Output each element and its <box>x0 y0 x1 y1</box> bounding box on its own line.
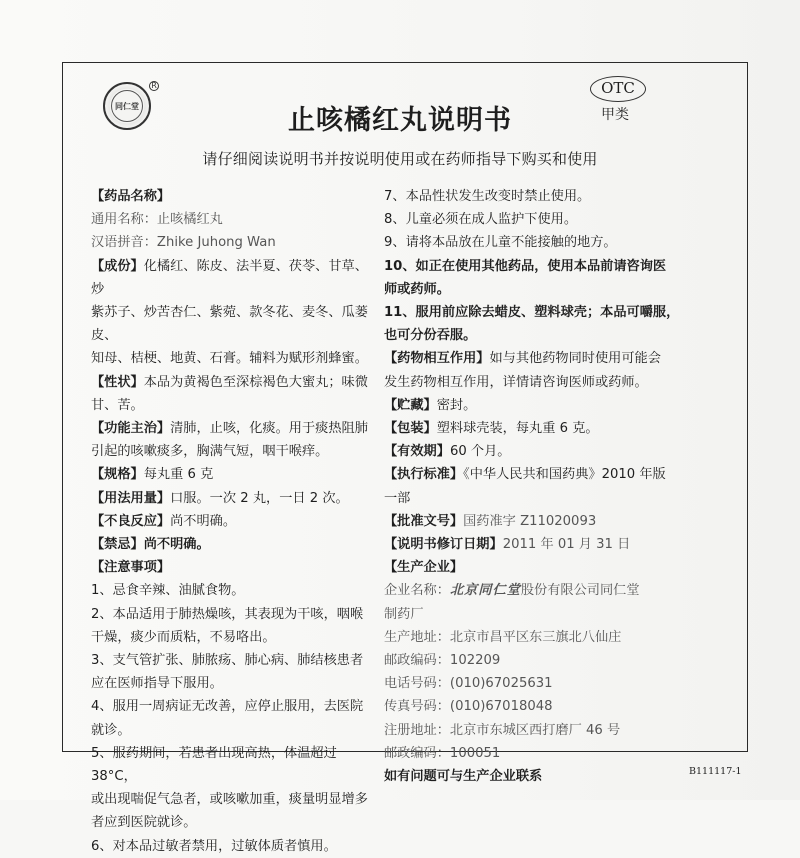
page-title: 止咳橘红丸说明书 <box>288 105 512 136</box>
production-address: 生产地址：北京市昌平区东三旗北八仙庄 <box>384 629 622 645</box>
company-signature: 北京同仁堂 <box>449 583 521 599</box>
function-heading: 【功能主治】 <box>91 421 171 437</box>
function-line-1 <box>91 417 380 440</box>
postal-code-1: 邮政编码：102209 <box>384 653 501 669</box>
function-line-2: 引起的咳嗽痰多，胸满气短，咽干喉痒。 <box>91 444 329 460</box>
precaution-4a: 4、服用一周病证无改善，应停止服用，去医院 <box>91 699 364 715</box>
phone-number: 电话号码：(010)67025631 <box>384 676 553 692</box>
spec-text: 每丸重 6 克 <box>143 467 214 483</box>
tongrentang-logo <box>103 82 151 130</box>
fax-number: 传真号码：(010)67018048 <box>384 699 553 715</box>
approval-text: 国药准字 Z11020093 <box>463 513 597 529</box>
otc-badge: OTC <box>590 76 646 102</box>
precaution-11b: 也可分份吞服。 <box>384 328 477 344</box>
precaution-1: 1、忌食辛辣、油腻食物。 <box>91 583 245 599</box>
precaution-2b: 干燥，痰少而质粘，不易咯出。 <box>91 629 276 645</box>
precaution-6: 6、对本品过敏者禁用，过敏体质者慎用。 <box>91 838 337 854</box>
ingredients-heading: 【成份】 <box>91 258 144 274</box>
properties-heading: 【性状】 <box>91 374 144 390</box>
package-heading: 【包装】 <box>384 421 437 437</box>
adverse-line <box>91 510 380 533</box>
validity-text: 60 个月。 <box>449 444 511 460</box>
manufacturer-heading: 【生产企业】 <box>384 560 464 576</box>
precaution-2a: 2、本品适用于肺热燥咳，其表现为干咳，咽喉 <box>91 606 364 622</box>
drug-name-heading: 【药品名称】 <box>91 189 171 204</box>
dosage-line <box>91 487 380 510</box>
generic-name: 通用名称：止咳橘红丸 <box>91 212 223 228</box>
company-name-line-2: 制药厂 <box>384 606 424 622</box>
precaution-4b: 就诊。 <box>91 722 131 738</box>
precaution-10b: 师或药师。 <box>384 281 450 297</box>
ingredients-line-3: 知母、桔梗、地黄、石膏。辅料为赋形剂蜂蜜。 <box>91 351 368 367</box>
approval-line <box>384 510 696 533</box>
precaution-5a: 5、服药期间，若患者出现高热，体温超过 38°C， <box>91 745 337 785</box>
standard-line-1 <box>384 463 696 486</box>
company-name-line <box>384 579 696 602</box>
storage-text: 密封。 <box>436 397 477 413</box>
standard-heading: 【执行标准】 <box>384 467 464 483</box>
spec-line <box>91 463 380 486</box>
precaution-3b: 应在医师指导下服用。 <box>91 676 223 692</box>
interaction-heading: 【药物相互作用】 <box>384 351 490 367</box>
precautions-heading: 【注意事项】 <box>91 560 171 576</box>
adverse-heading: 【不良反应】 <box>91 513 171 529</box>
dosage-heading: 【用法用量】 <box>91 490 171 506</box>
interaction-text-1: 如与其他药物同时使用可能会 <box>489 351 661 367</box>
registered-address: 注册地址：北京市东城区西打磨厂 46 号 <box>384 722 621 738</box>
precaution-5c: 者应到医院就诊。 <box>91 815 197 831</box>
precaution-9: 9、请将本品放在儿童不能接触的地方。 <box>384 235 617 251</box>
revision-text: 2011 年 01 月 31 日 <box>502 537 631 553</box>
storage-line <box>384 394 696 417</box>
properties-line-1 <box>91 371 380 394</box>
adverse-text: 尚不明确。 <box>170 513 237 529</box>
contraindication-heading: 【禁忌】 <box>91 537 144 553</box>
function-text-1: 清肺，止咳，化痰。用于痰热阻肺 <box>170 421 368 437</box>
revision-heading: 【说明书修订日期】 <box>384 537 503 553</box>
validity-line <box>384 440 696 463</box>
validity-heading: 【有效期】 <box>384 444 450 460</box>
contact-note: 如有问题可与生产企业联系 <box>384 769 543 785</box>
contraindication-text: 尚不明确。 <box>143 537 210 553</box>
revision-line <box>384 533 696 556</box>
interaction-line-2: 发生药物相互作用，详情请咨询医师或药师。 <box>384 374 648 390</box>
properties-text-1: 本品为黄褐色至深棕褐色大蜜丸；味微 <box>143 374 368 390</box>
page-subtitle: 请仔细阅读说明书并按说明使用或在药师指导下购买和使用 <box>202 150 598 168</box>
precaution-11a: 11、服用前应除去蜡皮、塑料球壳；本品可嚼服， <box>384 305 680 321</box>
dosage-text: 口服。一次 2 丸，一日 2 次。 <box>170 490 349 506</box>
company-label: 企业名称： <box>384 583 450 599</box>
package-text: 塑料球壳装，每丸重 6 克。 <box>436 421 599 437</box>
otc-category: 甲类 <box>601 107 629 123</box>
registered-mark-icon: R <box>149 81 159 91</box>
ingredients-text-1: 化橘红、陈皮、法半夏、茯苓、甘草、炒 <box>91 258 368 297</box>
standard-text-1: 《中华人民共和国药典》2010 年版 <box>463 467 666 483</box>
standard-line-2: 一部 <box>384 490 411 506</box>
precaution-3a: 3、支气管扩张、肺脓疡、肺心病、肺结核患者 <box>91 653 364 669</box>
properties-line-2: 甘、苦。 <box>91 397 144 413</box>
precaution-5b: 或出现喘促气急者，或咳嗽加重，痰量明显增多 <box>91 792 368 808</box>
left-column <box>91 185 380 858</box>
approval-heading: 【批准文号】 <box>384 513 464 529</box>
pinyin-name: 汉语拼音：Zhike Juhong Wan <box>91 235 276 251</box>
package-line <box>384 417 696 440</box>
company-name-rest: 股份有限公司同仁堂 <box>520 583 640 599</box>
postal-code-2: 邮政编码：100051 <box>384 745 501 761</box>
interaction-line-1 <box>384 347 696 370</box>
precaution-10a: 10、如正在使用其他药品，使用本品前请咨询医 <box>384 258 667 274</box>
ingredients-line-2: 紫苏子、炒苦杏仁、紫菀、款冬花、麦冬、瓜蒌皮、 <box>91 305 368 344</box>
precaution-8: 8、儿童必须在成人监护下使用。 <box>384 212 578 228</box>
print-code: B111117-1 <box>689 766 742 777</box>
storage-heading: 【贮藏】 <box>384 397 437 413</box>
ingredients-line-1 <box>91 255 380 301</box>
contraindication-line <box>91 533 380 556</box>
right-column <box>384 185 696 788</box>
precaution-7: 7、本品性状发生改变时禁止使用。 <box>384 189 591 204</box>
logo-text: 同仁堂 <box>111 90 143 122</box>
spec-heading: 【规格】 <box>91 467 144 483</box>
